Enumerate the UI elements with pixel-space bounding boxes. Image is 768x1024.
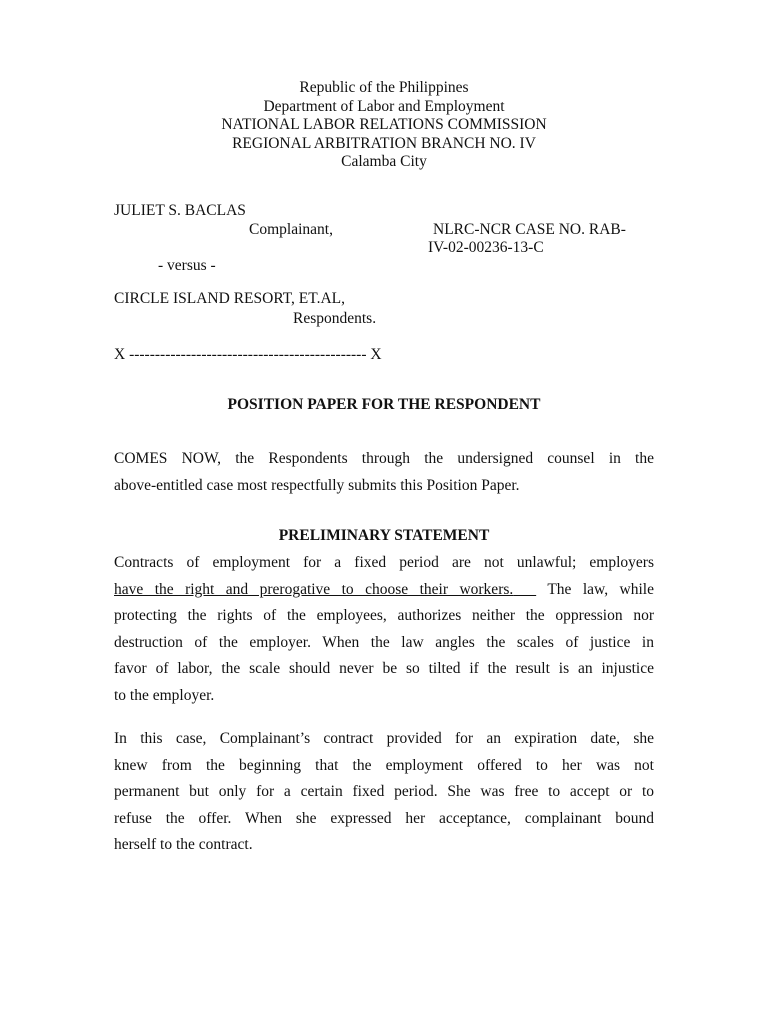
case-number-line1: NLRC-NCR CASE NO. RAB- <box>433 221 626 238</box>
versus-label: - versus - <box>158 257 216 274</box>
document-title: POSITION PAPER FOR THE RESPONDENT <box>227 396 541 413</box>
header-republic: Republic of the Philippines <box>299 79 469 96</box>
section-heading-preliminary: PRELIMINARY STATEMENT <box>278 527 490 544</box>
paragraph-line: permanent but only for a certain fixed period. She was free to accept or to <box>114 783 654 800</box>
preliminary-paragraph-1 <box>114 550 654 709</box>
respondent-label: Respondents. <box>293 310 377 327</box>
header-commission: NATIONAL LABOR RELATIONS COMMISSION <box>221 116 547 133</box>
paragraph-line: In this case, Complainant’s contract provided for an expiration date, she <box>114 730 654 747</box>
caption-separator: X ---------------------------------------------- X <box>114 346 382 363</box>
paragraph-line: destruction of the employer. When the law angles the scales of justice in <box>114 633 654 651</box>
paragraph-line: refuse the offer. When she expressed her acceptance, complainant bound <box>114 809 654 827</box>
paragraph-line: knew from the beginning that the employment offered to her was not <box>114 756 654 774</box>
paragraph-line: herself to the contract. <box>114 836 253 853</box>
complainant-name: JULIET S. BACLAS <box>114 202 246 219</box>
underlined-phrase: have the right and prerogative to choose their workers. <box>114 580 514 598</box>
complainant-label: Complainant, <box>249 221 333 238</box>
case-number-line2: IV-02-00236-13-C <box>428 239 544 256</box>
paragraph-line: protecting the rights of the employees, authorizes neither the oppression nor <box>114 607 654 624</box>
paragraph-line: favor of labor, the scale should never be so tilted if the result is an injustice <box>114 660 654 677</box>
intro-paragraph <box>114 446 654 499</box>
header-city: Calamba City <box>341 153 427 170</box>
paragraph-line: Contracts of employment for a fixed period are not unlawful; employers <box>114 554 654 571</box>
paragraph-line: to the employer. <box>114 686 215 704</box>
paragraph-line: COMES NOW, the Respondents through the undersigned counsel in the <box>114 450 654 467</box>
header-department: Department of Labor and Employment <box>263 97 505 115</box>
paragraph-line-rest: The law, while <box>547 580 654 598</box>
preliminary-paragraph-2 <box>114 726 654 859</box>
paragraph-line <box>114 577 654 604</box>
respondent-name: CIRCLE ISLAND RESORT, ET.AL, <box>114 290 345 307</box>
header-branch: REGIONAL ARBITRATION BRANCH NO. IV <box>232 134 536 152</box>
paragraph-line: above-entitled case most respectfully submits this Position Paper. <box>114 476 520 494</box>
document-header <box>0 79 768 172</box>
